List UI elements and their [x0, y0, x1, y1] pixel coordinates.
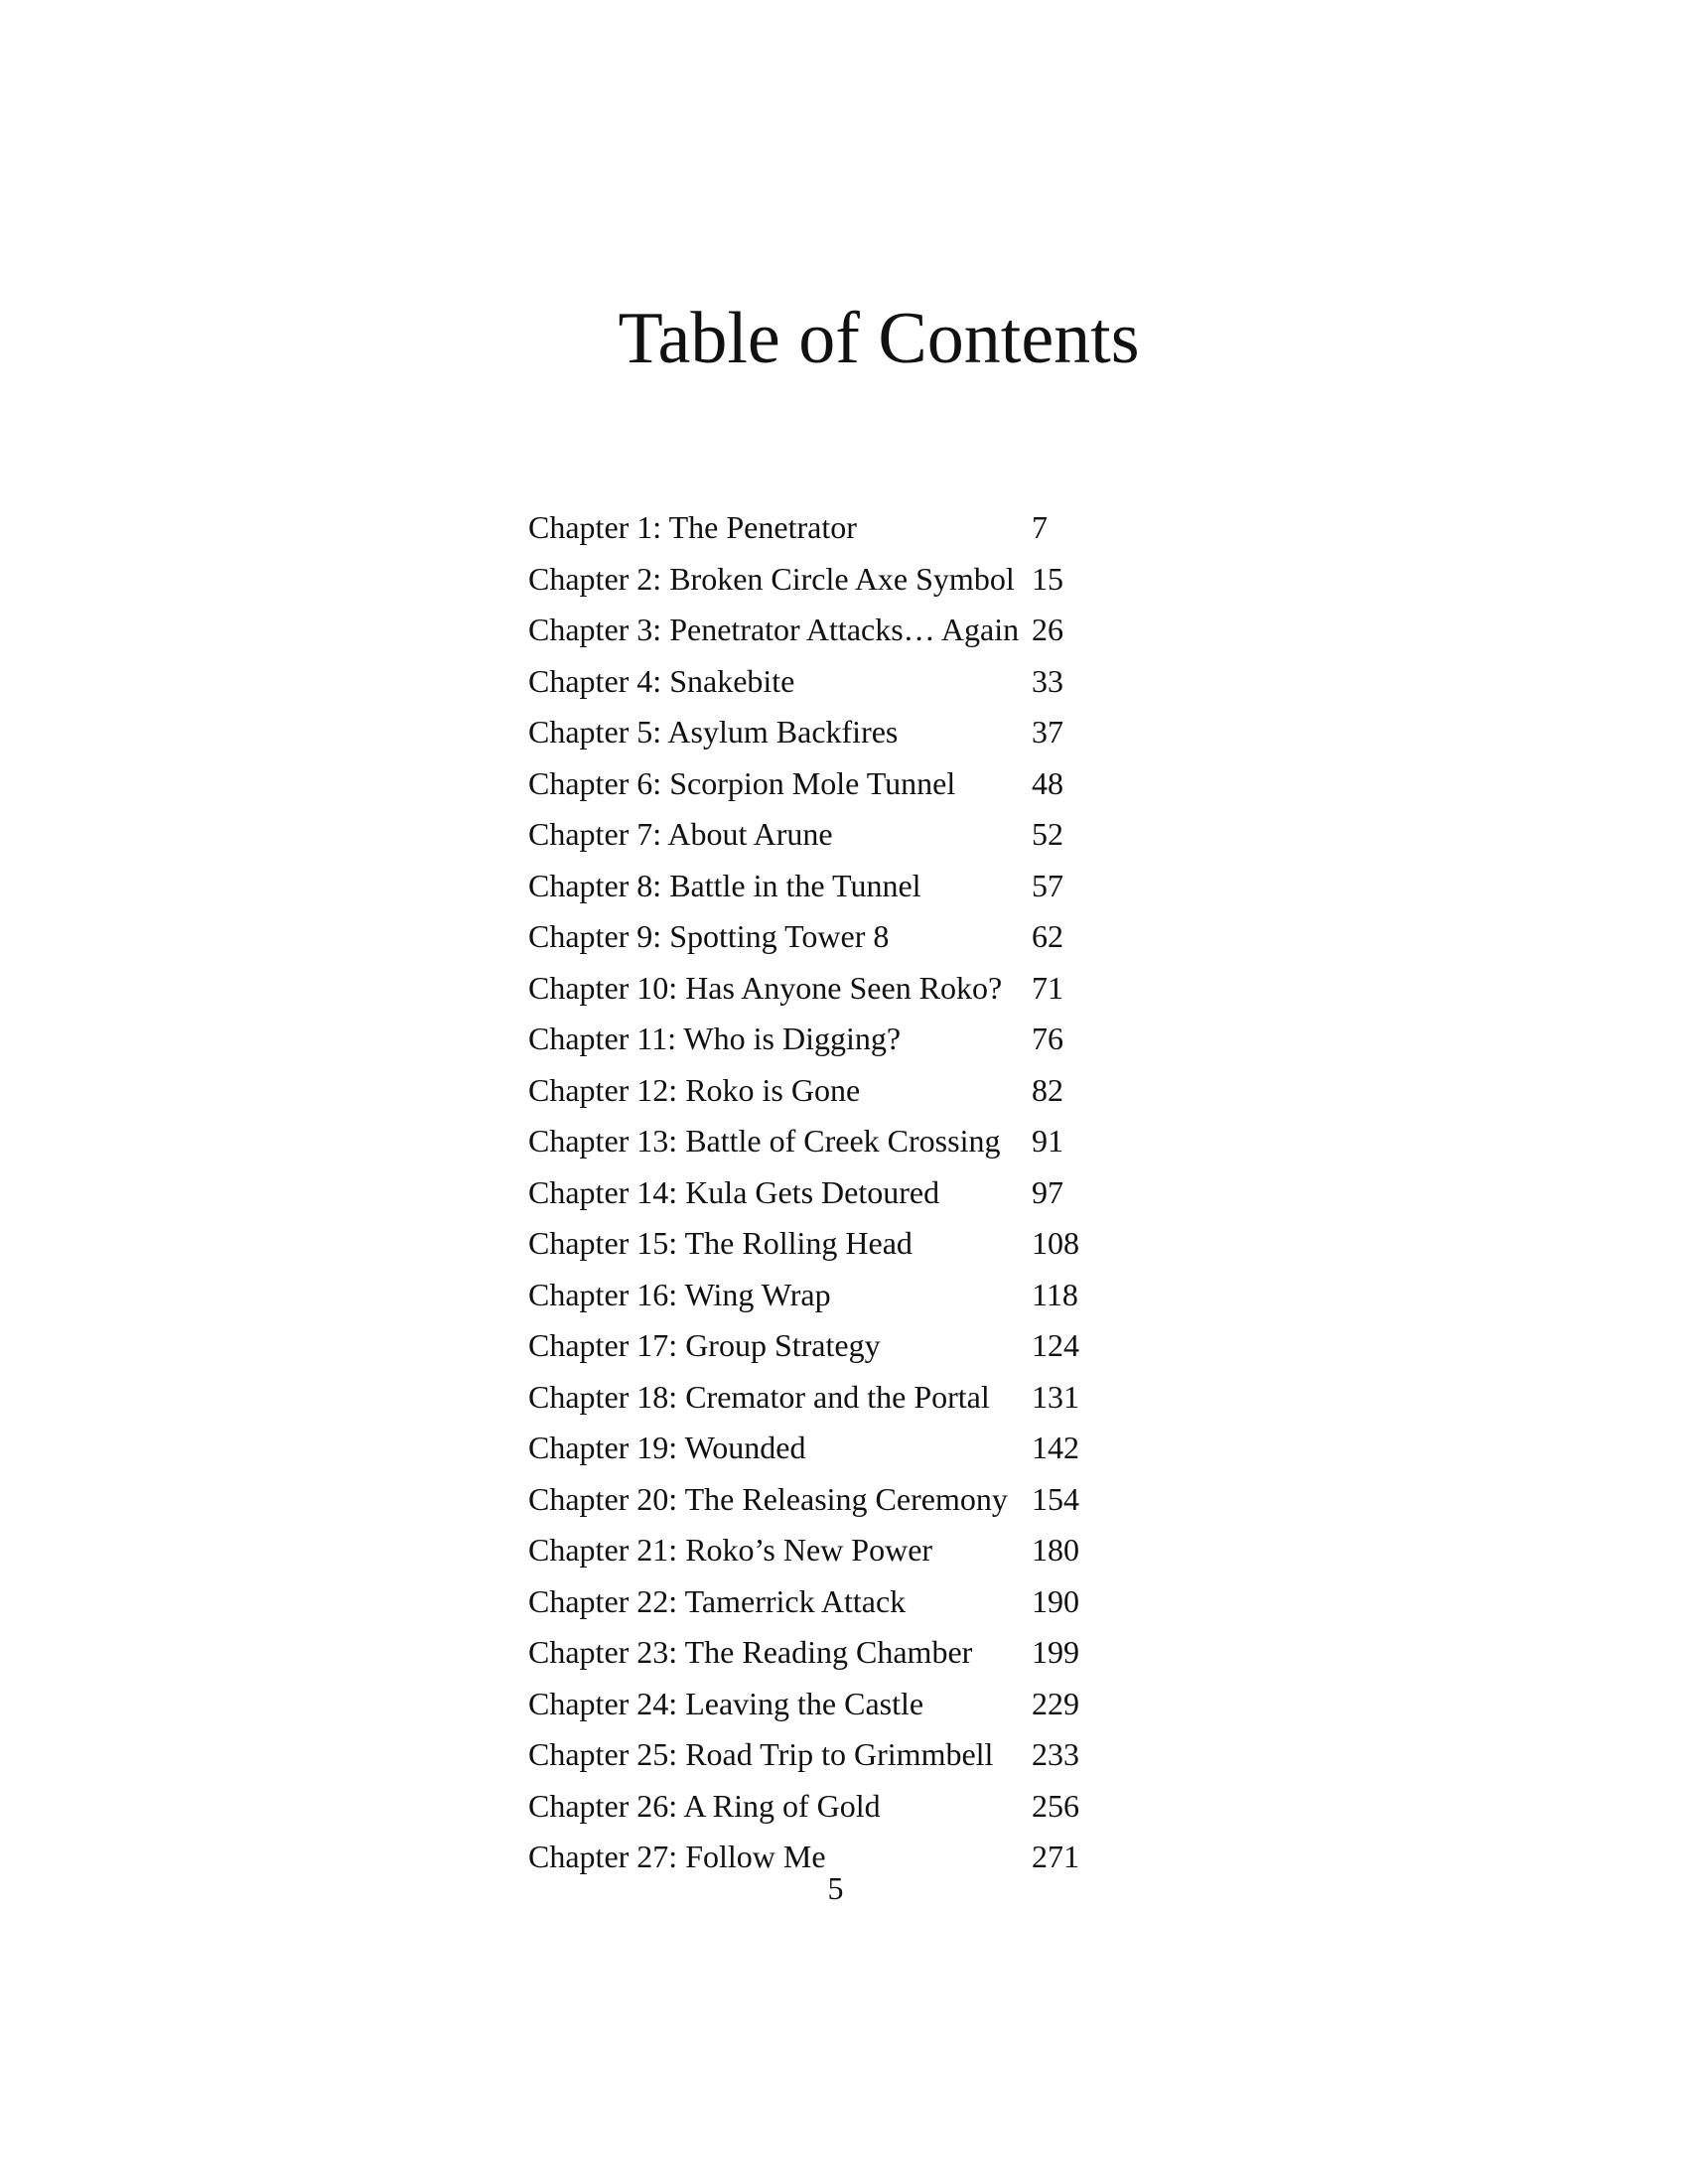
toc-entry	[528, 911, 1124, 963]
chapter-title: Chapter 8: Battle in the Tunnel	[528, 867, 921, 903]
chapter-title: Chapter 7: About Arune	[528, 816, 833, 852]
chapter-page-number: 190	[1032, 1582, 1079, 1619]
chapter-title: Chapter 1: The Penetrator	[528, 509, 857, 545]
toc-entry	[528, 1270, 1124, 1321]
toc-entry	[528, 1525, 1124, 1576]
chapter-title: Chapter 24: Leaving the Castle	[528, 1685, 924, 1721]
chapter-title: Chapter 5: Asylum Backfires	[528, 714, 899, 750]
chapter-title: Chapter 20: The Releasing Ceremony	[528, 1480, 1008, 1517]
chapter-title: Chapter 4: Snakebite	[528, 662, 795, 699]
chapter-page-number: 271	[1032, 1839, 1079, 1874]
chapter-page-number: 7	[1032, 509, 1048, 545]
toc-entry	[528, 1014, 1124, 1065]
chapter-page-number: 97	[1032, 1173, 1063, 1210]
chapter-page-number: 131	[1032, 1378, 1079, 1415]
chapter-page-number: 15	[1032, 560, 1063, 597]
chapter-page-number: 199	[1032, 1634, 1079, 1670]
chapter-page-number: 233	[1032, 1736, 1079, 1772]
chapter-page-number: 71	[1032, 969, 1063, 1006]
chapter-title: Chapter 27: Follow Me	[528, 1839, 826, 1874]
toc-entry	[528, 1729, 1124, 1781]
chapter-title: Chapter 26: A Ring of Gold	[528, 1787, 881, 1824]
toc-entry	[528, 554, 1124, 606]
chapter-page-number: 26	[1032, 612, 1063, 647]
toc-entry	[528, 1372, 1124, 1424]
chapter-title: Chapter 10: Has Anyone Seen Roko?	[528, 969, 1003, 1006]
chapter-page-number: 118	[1032, 1276, 1078, 1312]
page-title: Table of Contents	[618, 298, 1140, 379]
page-number: 5	[827, 1870, 844, 1906]
chapter-page-number: 48	[1032, 764, 1063, 801]
chapter-title: Chapter 11: Who is Digging?	[528, 1021, 902, 1056]
toc-entry	[528, 1679, 1124, 1730]
chapter-title: Chapter 22: Tamerrick Attack	[528, 1582, 907, 1619]
toc-entry	[528, 1576, 1124, 1628]
chapter-title: Chapter 19: Wounded	[528, 1430, 806, 1465]
toc-entry	[528, 707, 1124, 758]
toc-list	[528, 502, 1124, 1883]
chapter-page-number: 180	[1032, 1532, 1079, 1568]
toc-entry	[528, 1116, 1124, 1167]
toc-entry	[528, 1474, 1124, 1526]
chapter-page-number: 33	[1032, 662, 1063, 699]
chapter-page-number: 108	[1032, 1225, 1079, 1261]
chapter-page-number: 57	[1032, 867, 1063, 903]
toc-entry	[528, 605, 1124, 656]
toc-entry	[528, 809, 1124, 861]
chapter-title: Chapter 25: Road Trip to Grimmbell	[528, 1736, 994, 1772]
chapter-title: Chapter 23: The Reading Chamber	[528, 1634, 973, 1670]
chapter-title: Chapter 16: Wing Wrap	[528, 1276, 831, 1312]
chapter-page-number: 229	[1032, 1685, 1079, 1721]
chapter-page-number: 82	[1032, 1071, 1063, 1108]
chapter-title: Chapter 14: Kula Gets Detoured	[528, 1173, 940, 1210]
toc-entry	[528, 1781, 1124, 1833]
chapter-title: Chapter 12: Roko is Gone	[528, 1071, 861, 1108]
chapter-page-number: 142	[1032, 1430, 1079, 1465]
toc-entry	[528, 963, 1124, 1015]
chapter-page-number: 76	[1032, 1021, 1063, 1056]
chapter-page-number: 37	[1032, 714, 1063, 750]
chapter-title: Chapter 21: Roko’s New Power	[528, 1532, 933, 1568]
toc-entry	[528, 1320, 1124, 1372]
toc-entry	[528, 1065, 1124, 1117]
chapter-title: Chapter 17: Group Strategy	[528, 1327, 881, 1363]
chapter-page-number: 52	[1032, 816, 1063, 852]
toc-entry	[528, 861, 1124, 912]
chapter-title: Chapter 13: Battle of Creek Crossing	[528, 1123, 1001, 1159]
toc-entry	[528, 1218, 1124, 1270]
chapter-title: Chapter 2: Broken Circle Axe Symbol	[528, 560, 1015, 597]
chapter-page-number: 154	[1032, 1480, 1079, 1517]
toc-entry	[528, 1167, 1124, 1219]
chapter-title: Chapter 6: Scorpion Mole Tunnel	[528, 764, 956, 801]
chapter-page-number: 91	[1032, 1123, 1063, 1159]
chapter-page-number: 256	[1032, 1787, 1079, 1824]
chapter-title: Chapter 3: Penetrator Attacks… Again	[528, 612, 1020, 647]
chapter-title: Chapter 15: The Rolling Head	[528, 1225, 913, 1261]
chapter-page-number: 124	[1032, 1327, 1079, 1363]
toc-entry	[528, 502, 1124, 554]
chapter-title: Chapter 18: Cremator and the Portal	[528, 1378, 990, 1415]
toc-entry	[528, 1423, 1124, 1474]
toc-entry	[528, 656, 1124, 708]
toc-entry	[528, 758, 1124, 810]
chapter-title: Chapter 9: Spotting Tower 8	[528, 918, 890, 954]
chapter-page-number: 62	[1032, 918, 1063, 954]
toc-entry	[528, 1627, 1124, 1679]
